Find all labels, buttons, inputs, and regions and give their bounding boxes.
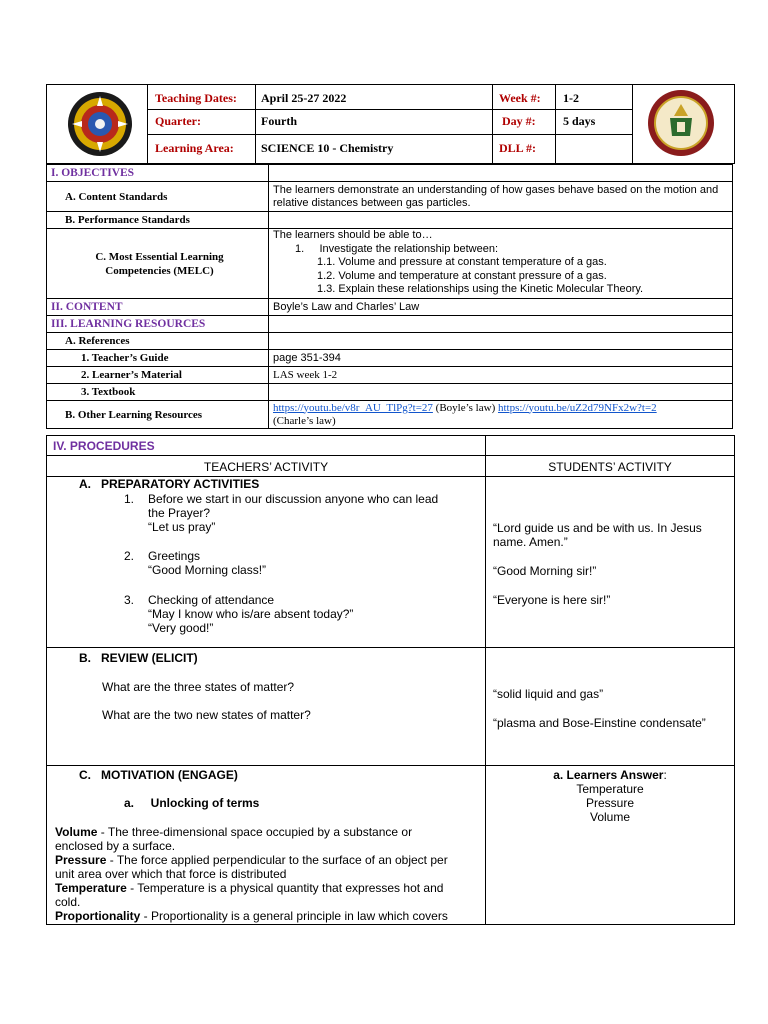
melc-item-1-2: 1.2. Volume and temperature at constant pressure of a gas. [317, 269, 607, 282]
learning-area-value: SCIENCE 10 - Chemistry [261, 141, 394, 155]
prep-item-3-number: 3. [124, 593, 135, 607]
quarter-value: Fourth [261, 114, 297, 128]
melc-item-1: 1. Investigate the relationship between: [295, 242, 499, 255]
learning-resources-heading: III. LEARNING RESOURCES [47, 316, 269, 333]
science-department-logo [56, 90, 144, 158]
review-heading: B. REVIEW (ELICIT) [79, 651, 198, 665]
review-question-1: What are the three states of matter? [102, 680, 295, 694]
procedures-table [46, 435, 735, 925]
student-attendance: “Everyone is here sir!” [493, 593, 611, 607]
procedures-heading: IV. PROCEDURES [53, 439, 155, 453]
prep-item-3-line1: Checking of attendance [148, 593, 275, 607]
proportionality-term: Proportionality [55, 909, 141, 923]
references-label: A. References [47, 333, 269, 350]
content-text: Boyle’s Law and Charles’ Law [269, 299, 733, 316]
prep-item-3-line3: “Very good!” [148, 621, 214, 635]
boyles-law-video-link[interactable]: https://youtu.be/v8r_AU_TlPg?t=27 [273, 401, 433, 414]
prep-item-2-number: 2. [124, 549, 135, 563]
volume-term: Volume [55, 825, 98, 839]
content-standards-text: The learners demonstrate an understanding of how gases behave based on the motion and relative distances between gas particles. [269, 182, 733, 212]
answer-volume: Volume [589, 810, 631, 824]
header-table [46, 84, 735, 164]
review-answer-2: “plasma and Bose-Einstine condensate” [493, 716, 706, 730]
review-answer-1: “solid liquid and gas” [493, 687, 604, 701]
student-greeting: “Good Morning sir!” [493, 564, 597, 578]
textbook-value [269, 384, 733, 401]
student-prayer-line1: “Lord guide us and be with us. In Jesus [493, 521, 702, 535]
melc-intro: The learners should be able to… [273, 229, 433, 241]
melc-label-line1: C. Most Essential Learning [95, 250, 224, 263]
performance-standards-label: B. Performance Standards [47, 212, 269, 229]
teaching-dates-value: April 25-27 2022 [261, 91, 347, 105]
prep-item-2-line1: Greetings [148, 549, 201, 563]
melc-item-1-1: 1.1. Volume and pressure at constant temperature of a gas. [317, 256, 607, 268]
melc-item-1-3: 1.3. Explain these relationships using the Kinetic Molecular Theory. [317, 283, 644, 295]
students-activity-header: STUDENTS’ ACTIVITY [548, 460, 672, 474]
teaching-dates-label: Teaching Dates: [155, 91, 237, 105]
temperature-definition-cont: cold. [55, 895, 81, 909]
charles-law-video-link[interactable]: https://youtu.be/uZ2d79NFx2w?t=2 [497, 401, 657, 414]
volume-definition-cont: enclosed by a surface. [55, 839, 176, 853]
teachers-guide-value: page 351-394 [269, 350, 733, 367]
melc-label-line2: Competencies (MELC) [105, 264, 214, 277]
school-seal-logo [646, 88, 716, 158]
prep-item-3-line2: “May I know who is/are absent today?” [148, 607, 354, 621]
performance-standards-text [269, 212, 733, 229]
learners-material-label: 2. Learner’s Material [47, 367, 269, 384]
unlocking-of-terms: a. Unlocking of terms [124, 796, 260, 810]
week-value: 1-2 [563, 91, 579, 105]
week-label: Week #: [499, 91, 541, 105]
learning-area-label: Learning Area: [155, 141, 234, 155]
pressure-definition: Pressure - The force applied perpendicular to the surface of an object per [55, 853, 448, 867]
answer-temperature: Temperature [576, 782, 644, 796]
prep-item-1-number: 1. [124, 492, 135, 506]
pressure-definition-cont: unit area over which that force is distributed [55, 867, 287, 881]
day-label: Day #: [502, 114, 536, 128]
preparatory-activities-heading: A. PREPARATORY ACTIVITIES [79, 477, 260, 491]
proportionality-definition: Proportionality - Proportionality is a general principle in law which covers [55, 909, 448, 923]
teachers-guide-label: 1. Teacher’s Guide [47, 350, 269, 367]
prep-item-1-line2: the Prayer? [148, 506, 211, 520]
charles-law-note: (Charle’s law) [273, 414, 336, 427]
answer-pressure: Pressure [585, 796, 635, 810]
temperature-term: Temperature [55, 881, 127, 895]
quarter-label: Quarter: [155, 114, 201, 128]
objectives-heading: I. OBJECTIVES [47, 165, 269, 182]
motivation-heading: C. MOTIVATION (ENGAGE) [79, 768, 238, 782]
temperature-definition: Temperature - Temperature is a physical quantity that expresses hot and [55, 881, 444, 895]
review-question-2: What are the two new states of matter? [102, 708, 311, 722]
content-standards-label: A. Content Standards [47, 182, 269, 212]
prep-item-1-line1: Before we start in our discussion anyone who can lead [148, 492, 439, 506]
learners-material-value: LAS week 1-2 [269, 367, 733, 384]
teachers-activity-header: TEACHERS’ ACTIVITY [203, 460, 329, 474]
content-heading: II. CONTENT [47, 299, 269, 316]
dll-label: DLL #: [499, 141, 537, 155]
learners-answer-heading: a. Learners Answer: [553, 768, 667, 782]
day-value: 5 days [563, 114, 596, 128]
prep-item-1-line3: “Let us pray” [148, 520, 216, 534]
student-prayer-line2: name. Amen.” [493, 535, 568, 549]
textbook-label: 3. Textbook [47, 384, 269, 401]
objectives-table [46, 164, 733, 429]
pressure-term: Pressure [55, 853, 107, 867]
boyles-law-note: (Boyle’s law) [432, 401, 498, 414]
other-resources-label: B. Other Learning Resources [47, 401, 269, 429]
volume-definition: Volume - The three-dimensional space occupied by a substance or [55, 825, 413, 839]
prep-item-2-line2: “Good Morning class!” [148, 563, 267, 577]
